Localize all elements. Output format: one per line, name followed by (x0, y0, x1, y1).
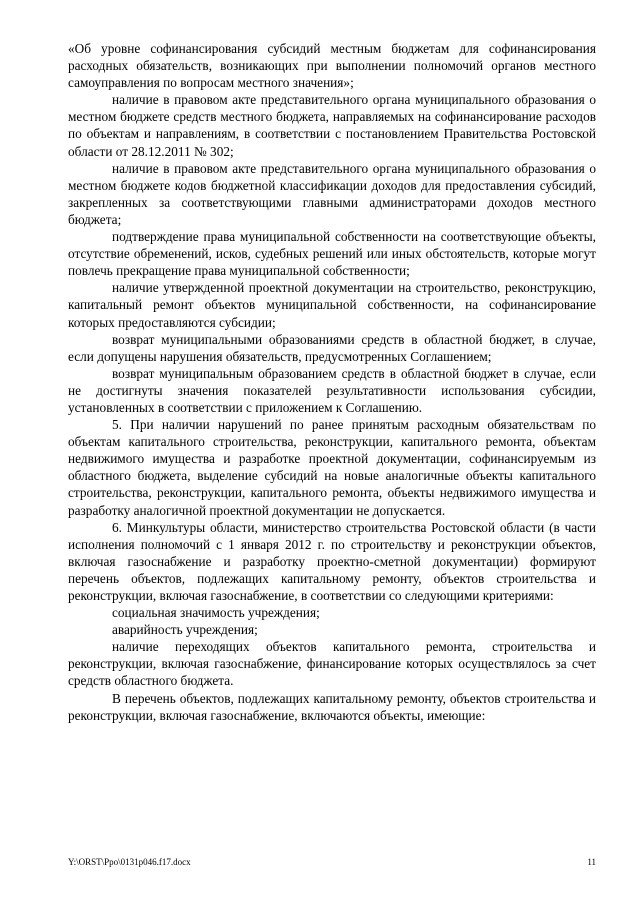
paragraph: возврат муниципальным образованием средств в областной бюджет в случае, если не достигнуты значения показателей результативности использования субсидии, установленных в соответствии с приложением к Соглашению. (68, 365, 596, 415)
document-body (68, 40, 596, 724)
paragraph: наличие переходящих объектов капитального ремонта, строительства и реконструкции, включая газоснабжение, финансирование которых осуществлялось за счет средств областного бюджета. (68, 639, 596, 689)
paragraph: социальная значимость учреждения; (112, 605, 320, 621)
paragraph: 6. Минкультуры области, министерство строительства Ростовской области (в части исполнения полномочий с 1 января 2012 г. по строительству и реконструкции объектов, включая газоснабжение и разработку проектно-сметной документации) формируют перечень объектов, подлежащих капитальному ремонту, объектов строительства и реконструкции, включая газоснабжение, в соответствии со следующими критериями: (68, 519, 596, 603)
paragraph: наличие в правовом акте представительного органа муниципального образования о местном бюджете кодов бюджетной классификации доходов для предоставления субсидий, закрепленных за соответствующими главными администраторами доходов местного бюджета; (68, 160, 596, 227)
paragraph: наличие утвержденной проектной документации на строительство, реконструкцию, капитальный ремонт объектов муниципальной собственности, на софинансирование которых предоставляются субсидии; (68, 280, 596, 330)
footer-file-path: Y:\ORST\Ppo\0131p046.f17.docx (68, 857, 191, 867)
paragraph: аварийность учреждения; (112, 622, 258, 638)
paragraph: подтверждение права муниципальной собственности на соответствующие объекты, отсутствие обременений, исков, судебных решений или иных обстоятельств, которые могут повлечь прекращение права муниципальной собственности; (68, 229, 596, 279)
page-number: 11 (587, 857, 596, 867)
paragraph: В перечень объектов, подлежащих капитальному ремонту, объектов строительства и реконструкции, включая газоснабжение, включаются объекты, имеющие: (68, 690, 596, 723)
paragraph: «Об уровне софинансирования субсидий местным бюджетам для софинансирования расходных обязательств, возникающих при выполнении полномочий органов местного самоуправления по вопросам местного значения»; (68, 41, 596, 91)
paragraph: возврат муниципальными образованиями средств в областной бюджет, в случае, если допущены нарушения обязательств, предусмотренных Соглашением; (68, 331, 596, 364)
paragraph: наличие в правовом акте представительного органа муниципального образования о местном бюджете средств местного бюджета, направляемых на софинансирование расходов по объектам и направлениям, в соответствии с постановлением Правительства Ростовской области от 28.12.2011 № 302; (68, 92, 596, 159)
paragraph: 5. При наличии нарушений по ранее принятым расходным обязательствам по объектам капитального строительства, реконструкции, капитального ремонта, объектам недвижимого имущества и разработке проектной документации, софинансируемым из областного бюджета, выделение субсидий на новые аналогичные объекты капитального строительства, реконструкции, капитального ремонта, объекты недвижимого имущества и разработку аналогичной проектной документации не допускается. (68, 417, 596, 518)
